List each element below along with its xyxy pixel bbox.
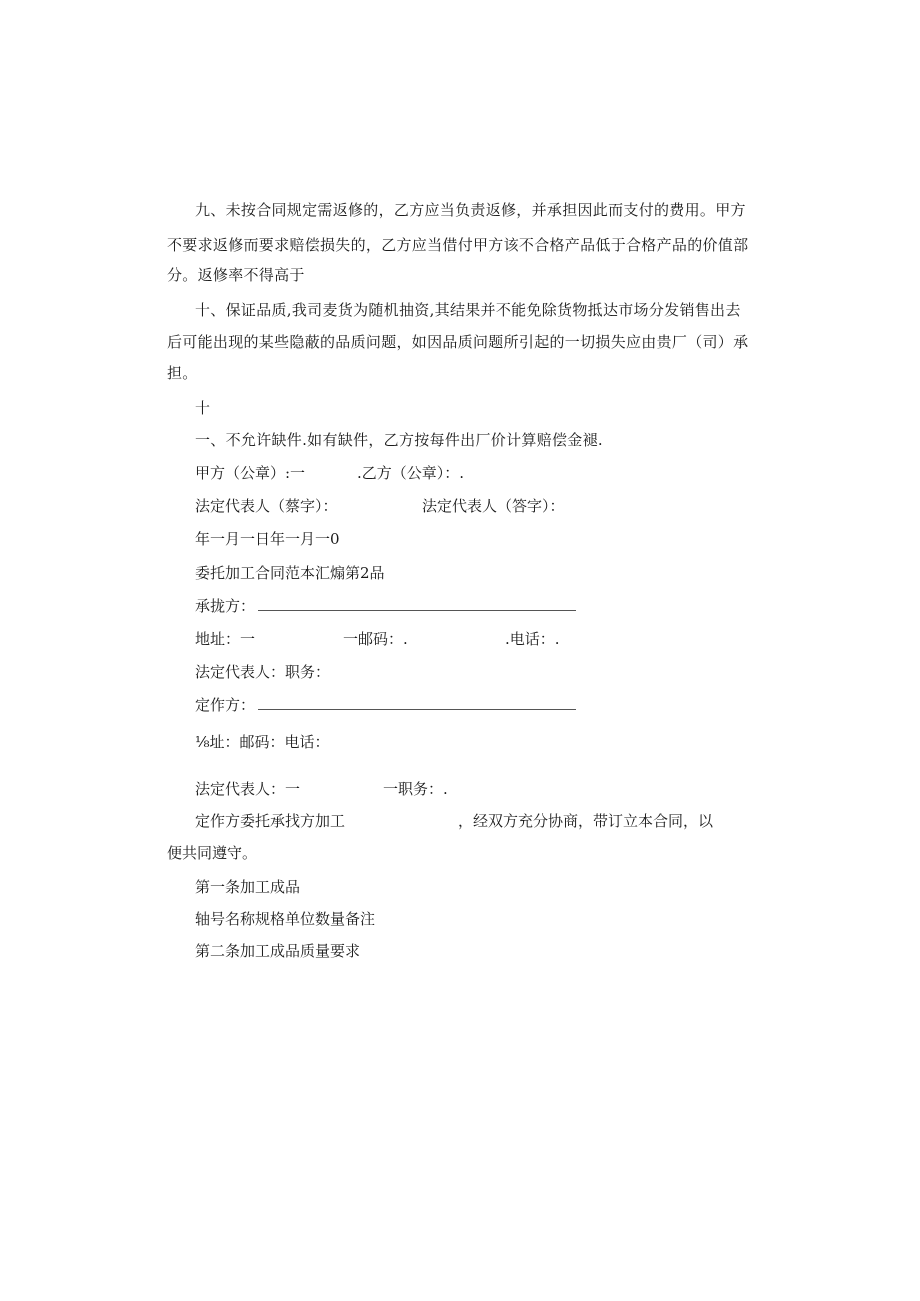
contractor-underline <box>258 610 576 611</box>
representative-duty: 法定代表人：职务： <box>195 663 331 681</box>
article-2-title: 第二条加工成品质量要求 <box>195 942 361 960</box>
clause-9-line-3: 分。返修率不得高于 <box>167 266 305 284</box>
contract-2-title: 委托加工合同范本汇煽第2品 <box>195 564 385 582</box>
duty-2-label: 一职务：. <box>383 780 448 798</box>
orderer-address-line: ⅛址：邮码：电话： <box>195 733 330 751</box>
signing-date: 年一月一日年一月一0 <box>195 530 340 548</box>
intro-part-b: ，经双方充分协商，带订立本合同，以 <box>458 812 714 830</box>
address-label: 地址：一 <box>195 630 256 648</box>
party-a-seal: 甲方（公章）:一 <box>195 464 306 482</box>
representative-2-label: 法定代表人：一 <box>195 780 301 798</box>
clause-10-line-3: 担。 <box>167 364 198 382</box>
party-b-representative: 法定代表人（答字）： <box>422 497 565 515</box>
contractor-label: 承拢方： <box>195 597 256 615</box>
party-a-representative: 法定代表人（蔡字）： <box>195 497 338 515</box>
phone-label: .电话：. <box>505 630 560 648</box>
postcode-label: 一邮码：. <box>343 630 408 648</box>
clause-9-line-1: 九、未按合同规定需返修的，乙方应当负责返修，并承担因此而支付的费用。甲方 <box>195 201 746 219</box>
clause-ten-heading: 十 <box>195 399 211 417</box>
clause-10-line-2: 后可能出现的某些隐蔽的品质问题，如因品质问题所引起的一切损失应由贵厂（司）承 <box>167 333 749 351</box>
party-b-seal: .乙方（公章）：. <box>357 464 465 482</box>
orderer-underline <box>258 709 576 710</box>
clause-9-line-2: 不要求返修而要求赔偿损失的，乙方应当借付甲方该不合格产品低于合格产品的价值部 <box>167 236 749 254</box>
article-1-columns: 轴号名称规格单位数量备注 <box>195 910 376 928</box>
clause-11: 一、不允许缺件.如有缺件，乙方按每件出厂价计算赔偿金褪. <box>195 431 603 449</box>
article-1-title: 第一条加工成品 <box>195 878 301 896</box>
orderer-label: 定作方： <box>195 696 256 714</box>
clause-10-line-1: 十、保证品质,我司麦货为随机抽资,其结果并不能免除货物抵达市场分发销售出去 <box>195 301 741 319</box>
intro-part-a: 定作方委托承找方加工 <box>195 812 346 830</box>
intro-part-c: 便共同遵守。 <box>167 844 258 862</box>
